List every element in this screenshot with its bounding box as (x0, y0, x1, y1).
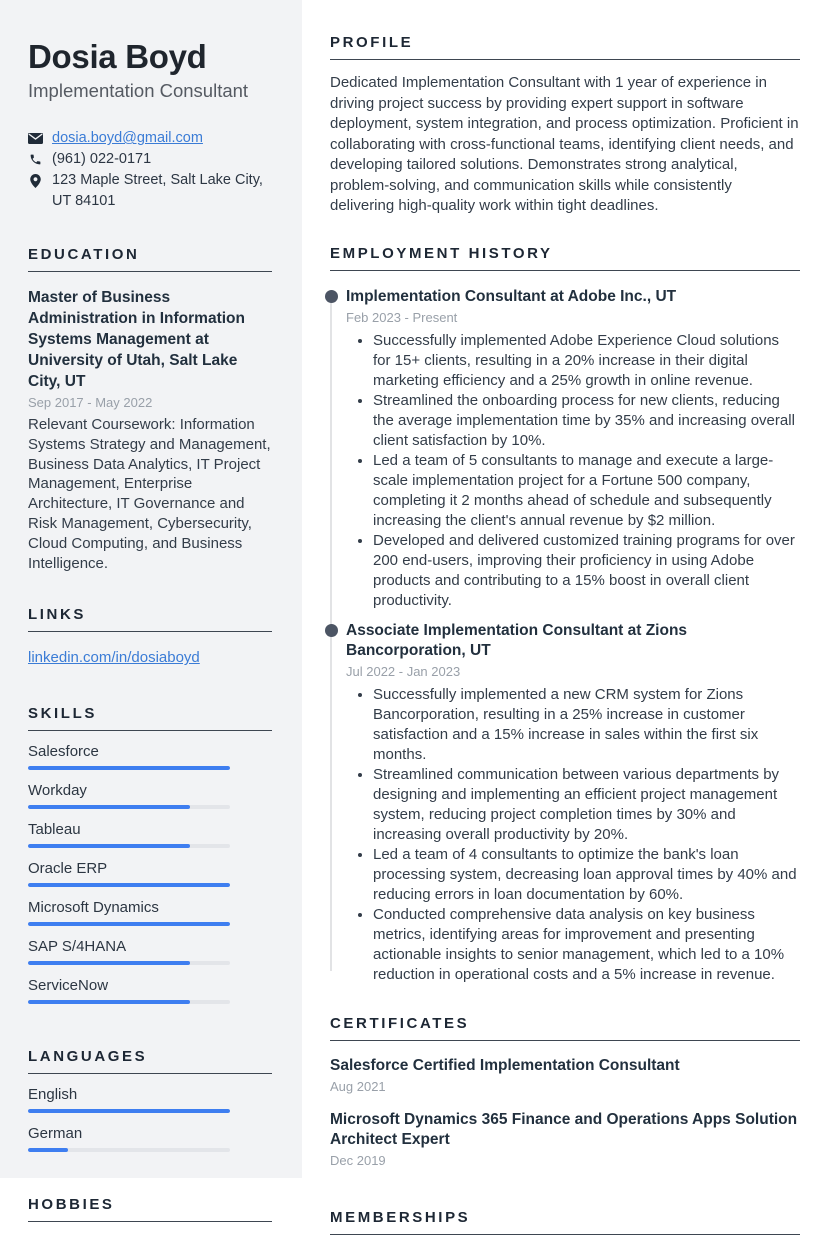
education-degree: Master of Business Administration in Information Systems Management at University of Utah, Salt Lake City, UT (28, 289, 245, 391)
education-description: Relevant Coursework: Information Systems Strategy and Management, Business Data Analytics, IT Project Management, Enterprise Architecture, IT Governance and Risk Management, Cybersecurity, Cloud Computing, and Business Intelligence. (28, 416, 271, 572)
language-bar-track (28, 1148, 230, 1152)
employment-section (330, 245, 800, 985)
phone-icon (28, 149, 43, 170)
skill-item: SAP S/4HANA (28, 938, 272, 965)
languages-heading: LANGUAGES (28, 1048, 272, 1074)
skill-bar-track (28, 961, 230, 965)
contact-email-row (28, 128, 272, 149)
skill-item: Workday (28, 782, 272, 809)
certificate-date: Dec 2019 (330, 1152, 386, 1168)
job-bullet: • Successfully implemented Adobe Experience Cloud solutions for 15+ clients, resulting in a 20% increase in their digital marketing efficiency and a 25% growth in online revenue. (373, 331, 800, 391)
job-bullet-list (346, 331, 800, 611)
language-item: German (28, 1125, 272, 1152)
job-bullet: • Streamlined communication between various departments by designing and implementing an efficient project management system, reducing project completion times by 30% and increasing overall productivity by 20%. (373, 765, 800, 845)
skills-heading: SKILLS (28, 705, 272, 731)
skill-bar-fill (28, 766, 230, 770)
sidebar (0, 0, 302, 1214)
contact-address-row (28, 170, 272, 212)
skill-bar-track (28, 883, 230, 887)
person-name: Dosia Boyd (28, 38, 207, 75)
languages-section (28, 1048, 272, 1152)
profile-section (330, 34, 800, 217)
certificate-title: Microsoft Dynamics 365 Finance and Operations Apps Solution Architect Expert (330, 1110, 798, 1148)
skill-bar-track (28, 844, 230, 848)
job-bullet: • Streamlined the onboarding process for new clients, reducing the average implementation time by 35% and increasing overall client satisfaction by 10%. (373, 391, 800, 451)
certificates-section (330, 1015, 800, 1169)
skill-item: Microsoft Dynamics (28, 899, 272, 926)
skill-item: ServiceNow (28, 977, 272, 1004)
skills-section (28, 705, 272, 1004)
certificate-entry (330, 1056, 800, 1095)
job-bullet: • Led a team of 5 consultants to manage and execute a large-scale implementation project for a Fortune 500 company, completing it 2 months ahead of schedule and subsequently increasing the client's annual revenue by $2 million. (373, 451, 800, 531)
language-bar-track (28, 1109, 230, 1113)
skill-bar-fill (28, 844, 190, 848)
education-section (28, 246, 272, 573)
job-entry (346, 621, 800, 985)
job-bullet-list (346, 685, 800, 985)
education-heading: EDUCATION (28, 246, 272, 272)
skill-bar-fill (28, 961, 190, 965)
job-title: Implementation Consultant at Adobe Inc., UT (346, 287, 677, 305)
contact-phone-row (28, 149, 272, 170)
skill-item: Oracle ERP (28, 860, 272, 887)
profile-heading: PROFILE (330, 34, 800, 60)
profile-text: Dedicated Implementation Consultant with 1 year of experience in driving project success by providing expert support in software deployment, system integration, and process optimization. Proficient in collaborating with cross-functional teams, identifying client needs, and developing tailored solutions. Demonstrates strong analytical, problem-solving, and communication skills while consistently delivering high-quality work within tight deadlines. (330, 74, 799, 214)
certificate-title: Salesforce Certified Implementation Consultant (330, 1056, 680, 1074)
language-bar-fill (28, 1148, 68, 1152)
education-dates: Sep 2017 - May 2022 (28, 395, 153, 411)
links-heading: LINKS (28, 606, 272, 632)
skill-bar-fill (28, 805, 190, 809)
certificate-date: Aug 2021 (330, 1078, 386, 1094)
job-dates: Jul 2022 - Jan 2023 (346, 663, 461, 679)
job-bullet: • Conducted comprehensive data analysis on key business metrics, identifying areas for improvement and presenting actionable insights to senior management, which led to a 10% reduction in operational costs and a 5% increase in revenue. (373, 905, 800, 985)
language-bar-fill (28, 1109, 230, 1113)
phone-number: (961) 022-0171 (52, 151, 152, 168)
job-dates: Feb 2023 - Present (346, 309, 458, 325)
certificates-heading: CERTIFICATES (330, 1015, 800, 1041)
skill-bar-fill (28, 883, 230, 887)
hobbies-section (28, 1196, 272, 1222)
job-title: Associate Implementation Consultant at Zions Bancorporation, UT (346, 621, 688, 659)
employment-heading: EMPLOYMENT HISTORY (330, 245, 800, 271)
address-text: 123 Maple Street, Salt Lake City, UT 84101 (52, 172, 263, 210)
memberships-heading: MEMBERSHIPS (330, 1209, 800, 1235)
skill-bar-fill (28, 922, 230, 926)
hobbies-heading: HOBBIES (28, 1196, 272, 1222)
linkedin-link[interactable]: linkedin.com/in/dosiaboyd (28, 649, 200, 667)
skill-item: Salesforce (28, 743, 272, 770)
language-item: English (28, 1086, 272, 1113)
location-pin-icon (28, 170, 43, 191)
contact-block (28, 128, 272, 212)
envelope-icon (28, 128, 43, 149)
employment-timeline (330, 287, 800, 985)
certificate-entry (330, 1110, 800, 1169)
skill-bar-track (28, 805, 230, 809)
skill-bar-track (28, 766, 230, 770)
job-bullet: • Successfully implemented a new CRM system for Zions Bancorporation, resulting in a 25% increase in customer satisfaction and a 15% increase in sales within the first six months. (373, 685, 800, 765)
skill-bar-track (28, 1000, 230, 1004)
links-section (28, 606, 272, 667)
person-job-title: Implementation Consultant (28, 79, 249, 101)
skill-bar-track (28, 922, 230, 926)
skill-bar-fill (28, 1000, 190, 1004)
job-bullet: • Developed and delivered customized training programs for over 200 end-users, improving their proficiency in using Adobe products and contributing to a 15% boost in overall client productivity. (373, 531, 800, 611)
job-entry (346, 287, 800, 611)
main-column (302, 0, 833, 1226)
email-link[interactable]: dosia.boyd@gmail.com (52, 130, 203, 147)
job-bullet: • Led a team of 4 consultants to optimize the bank's loan processing system, decreasing loan approval times by 40% and reducing errors in loan documentation by 60%. (373, 845, 800, 905)
memberships-section (330, 1209, 800, 1235)
skill-item: Tableau (28, 821, 272, 848)
